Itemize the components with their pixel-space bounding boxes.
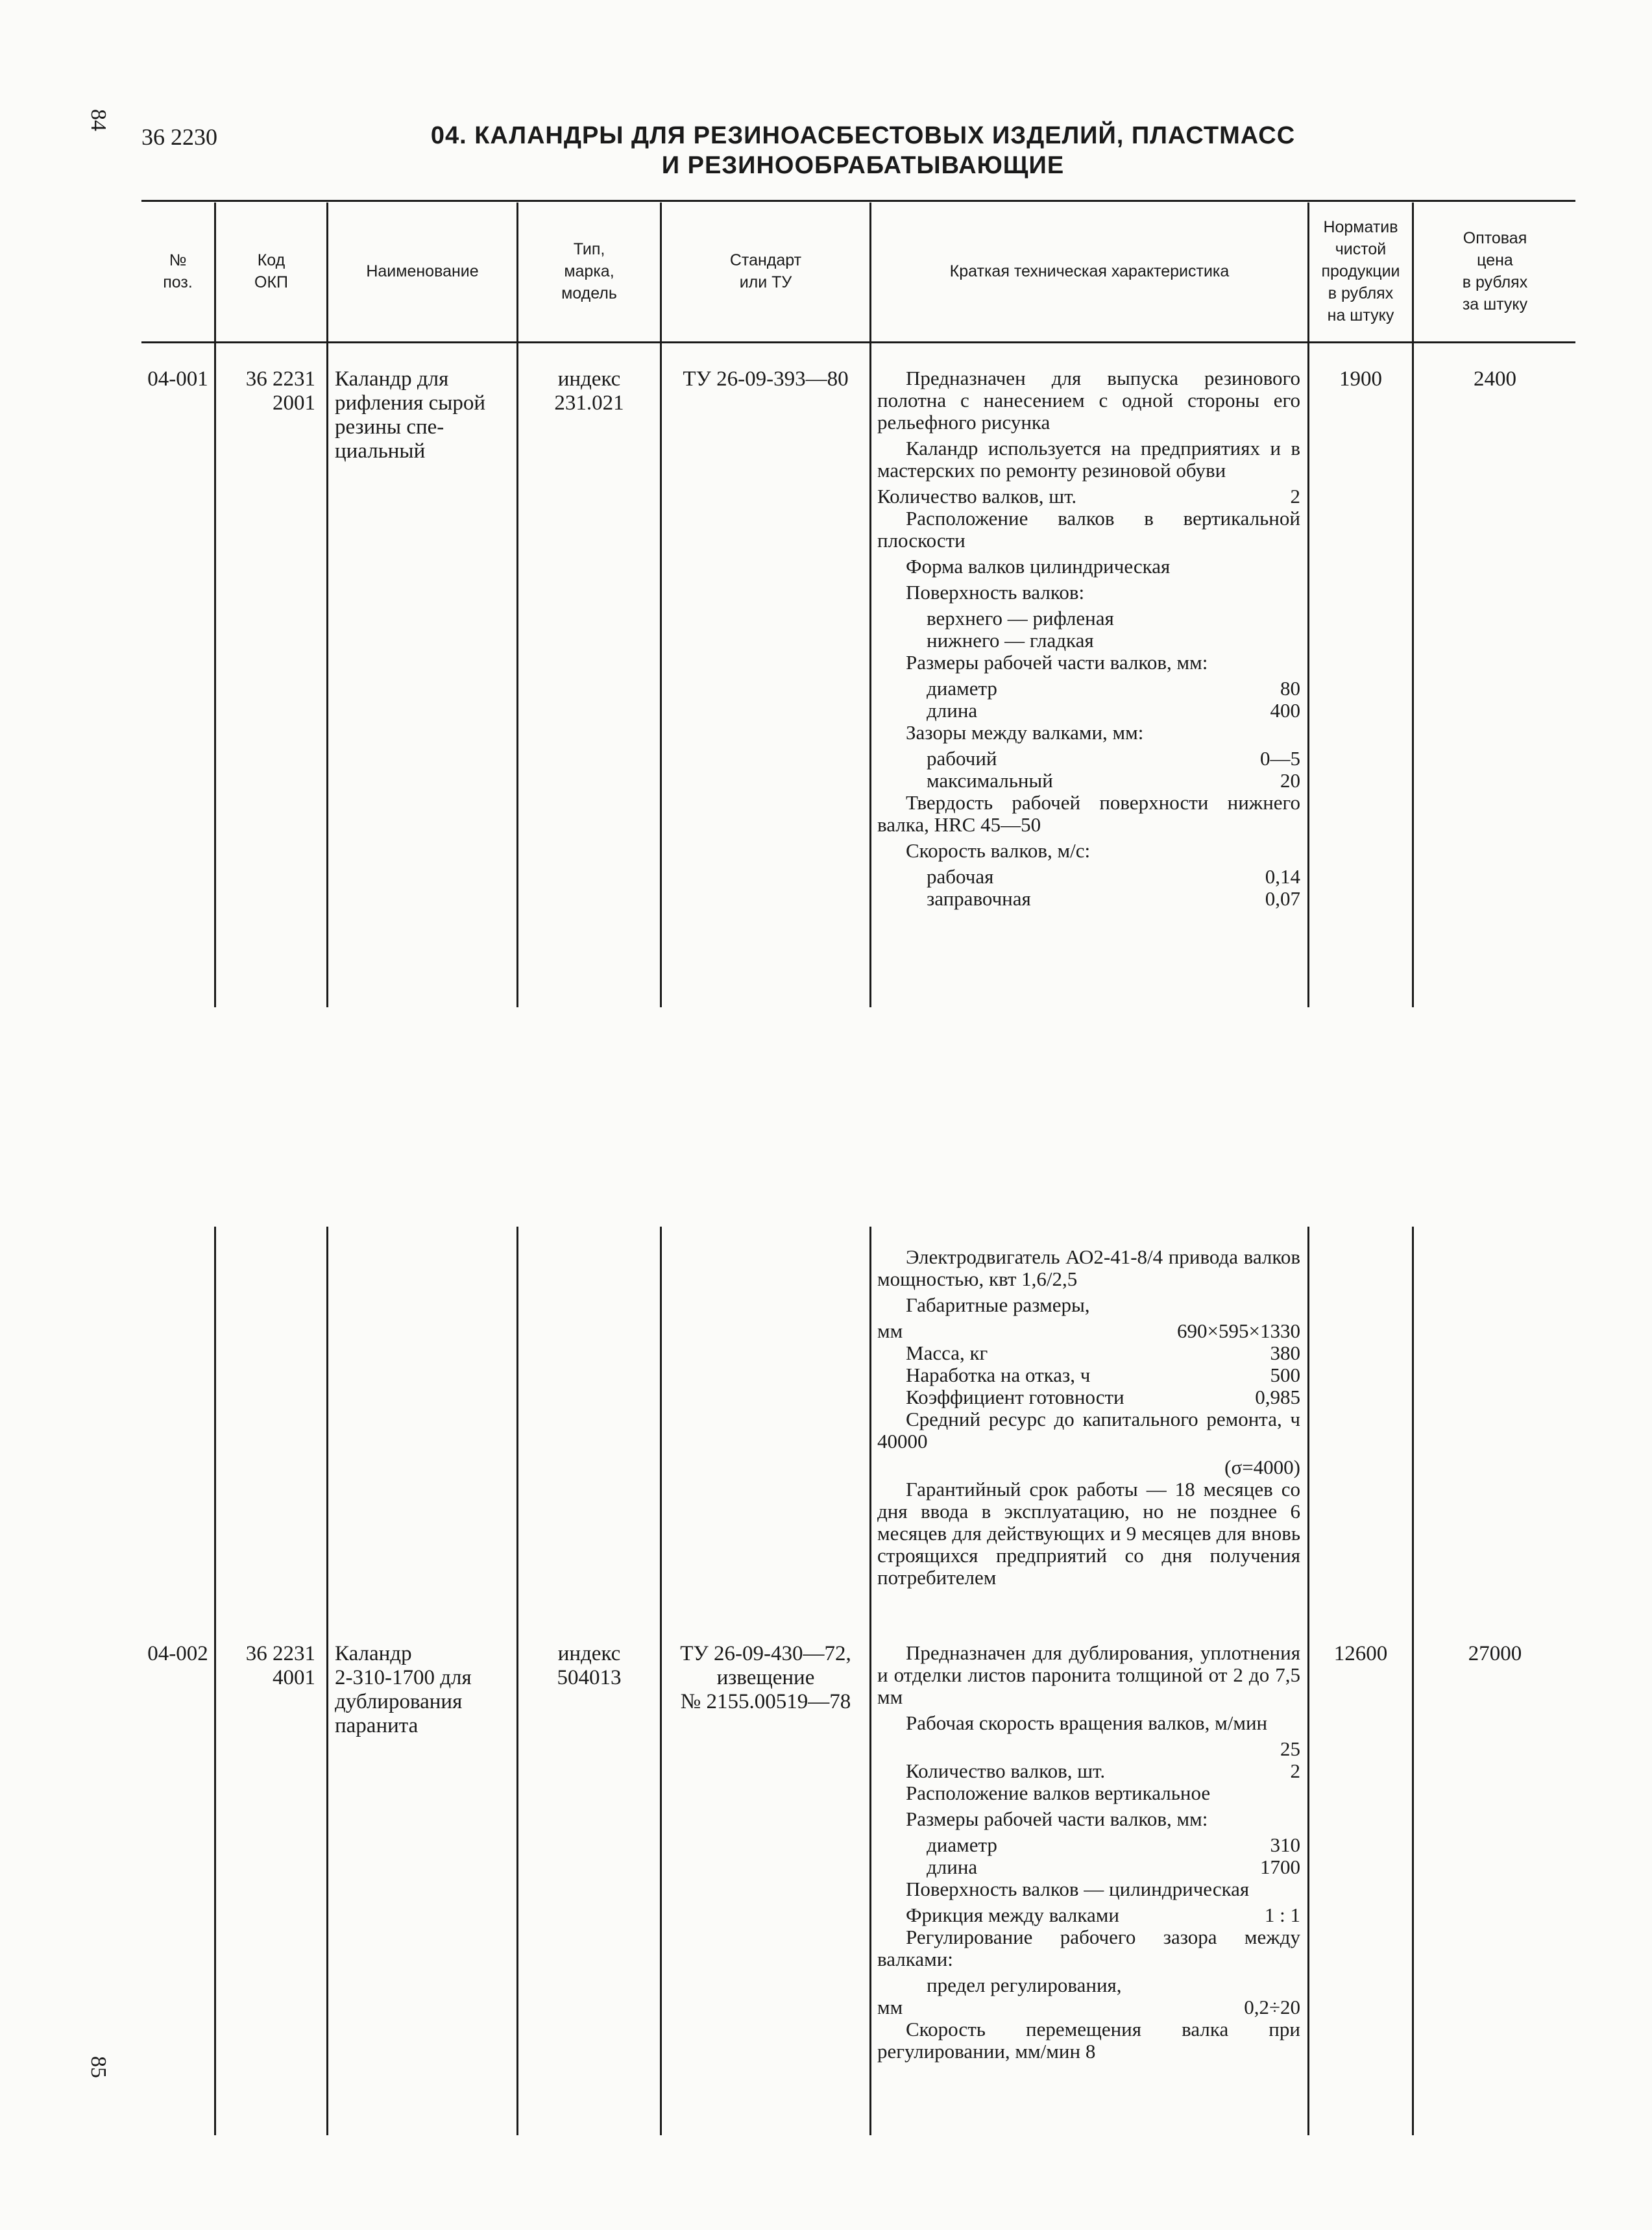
text-line: Наименование — [366, 262, 479, 280]
spec-parameter-label: рабочая — [927, 865, 994, 888]
spec-line: Расположение валков вертикальное — [906, 1782, 1211, 1804]
row2-pos: 04-002 — [147, 1642, 208, 1665]
text-line: 36 2231 — [245, 367, 315, 391]
text-line: 4001 — [273, 1666, 315, 1689]
text-line: в рублях — [1462, 273, 1528, 291]
spec-parameter-label: Количество валков, шт. — [877, 485, 1077, 508]
spec-line: Поверхность валков — цилиндрическая — [906, 1878, 1250, 1900]
spec-line: предел регулирования, — [927, 1974, 1122, 1996]
spec-parameter — [877, 1996, 1300, 2018]
text-line: дублирования — [335, 1690, 463, 1713]
spec-parameter-value: 0,07 — [1265, 887, 1300, 910]
header-spec — [871, 202, 1307, 340]
spec-line: Зазоры между валками, мм: — [906, 721, 1144, 744]
text-line: 2001 — [273, 391, 315, 415]
spec-parameter-label: диаметр — [927, 1833, 997, 1856]
spec-line: Регулирование рабочего зазора между валками: — [877, 1926, 1300, 1970]
spec-parameter — [877, 748, 1300, 770]
spec-line: Предназначен для выпуска резинового полотна с нанесением с одной стороны его рельефного рисунка — [877, 367, 1300, 434]
header-type — [518, 202, 660, 340]
spec-line: Гарантийный срок работы — 18 месяцев со дня ввода в эксплуатацию, но не позднее 6 месяцев для действующих и 9 месяцев для вновь строящихся предприятий со дня получения потребителем — [877, 1478, 1300, 1589]
spec-parameter-label: Коэффициент готовности — [906, 1386, 1124, 1408]
col-divider — [516, 202, 518, 1007]
row1-type — [518, 367, 660, 415]
spec-parameter-label: длина — [927, 699, 978, 722]
text-line: Каландр для — [335, 367, 449, 391]
spec-parameter — [877, 770, 1300, 792]
spec-line: Скорость перемещения валка при регулировании, мм/мин 8 — [877, 2018, 1300, 2063]
text-line: за штуку — [1462, 295, 1528, 313]
text-line: 2-310-1700 для — [335, 1666, 472, 1689]
page-number-bottom: 85 — [86, 2056, 110, 2078]
spec-parameter-value: 0—5 — [1260, 747, 1300, 770]
text-line: паранита — [335, 1714, 419, 1737]
col-divider — [326, 202, 328, 1007]
spec-parameter-value: 310 — [1270, 1833, 1300, 1856]
spec-parameter-label: заправочная — [927, 887, 1031, 910]
spec-parameter — [877, 1342, 1300, 1364]
spec-line: Рабочая скорость вращения валков, м/мин — [906, 1711, 1268, 1734]
spec-parameter-label: Наработка на отказ, ч — [906, 1364, 1091, 1386]
text-line: на штуку — [1327, 306, 1394, 325]
spec-parameter — [877, 1364, 1300, 1386]
spec-parameter — [877, 678, 1300, 700]
spec-parameter-label: Масса, кг — [906, 1342, 988, 1364]
text-line: 231.021 — [554, 391, 624, 415]
spec-line: Размеры рабочей части валков, мм: — [906, 1807, 1208, 1830]
spec-parameter-label: рабочий — [927, 747, 997, 770]
header-standard — [662, 202, 869, 340]
spec-parameter-label: диаметр — [927, 677, 997, 700]
col-divider — [214, 1227, 216, 2135]
spec-line: Поверхность валков: — [906, 581, 1085, 604]
spec-line: Габаритные размеры, — [906, 1293, 1090, 1316]
spec-parameter-value: 0,985 — [1255, 1386, 1300, 1408]
text-line: чистой — [1335, 240, 1387, 258]
text-line: Оптовая — [1463, 229, 1527, 247]
spec-parameter — [877, 866, 1300, 888]
text-line: 504013 — [557, 1666, 622, 1689]
spec-parameter — [877, 700, 1300, 722]
col-divider — [869, 1227, 871, 2135]
spec-line: (σ=4000) — [1224, 1456, 1300, 1478]
row1-price: 2400 — [1474, 367, 1516, 391]
title-line-2: И РЕЗИНООБРАБАТЫВАЮЩИЕ — [661, 152, 1065, 179]
spec-line: Форма валков цилиндрическая — [906, 555, 1171, 578]
title-line-1: 04. КАЛАНДРЫ ДЛЯ РЕЗИНОАСБЕСТОВЫХ ИЗДЕЛИЙ, ПЛАСТМАСС — [430, 122, 1296, 149]
text-line: рифления сырой — [335, 391, 486, 415]
text-line: ТУ 26-09-430—72, — [680, 1642, 851, 1665]
text-line: ОКП — [254, 273, 288, 291]
row2-name — [335, 1642, 514, 1738]
text-line: марка, — [564, 262, 614, 280]
spec-line: Твердость рабочей поверхности нижнего валка, HRC 45—50 — [877, 791, 1300, 836]
header-pos — [141, 202, 214, 340]
spec-parameter-value: 20 — [1280, 769, 1300, 792]
header-name — [328, 202, 516, 340]
header-price — [1414, 202, 1576, 340]
spec-line: Средний ресурс до капитального ремонта, ч 40000 — [877, 1408, 1300, 1452]
text-line: Стандарт — [729, 251, 802, 269]
page-number-top: 84 — [86, 109, 110, 131]
text-line: Норматив — [1323, 218, 1398, 236]
text-line: резины спе- — [335, 415, 444, 439]
row2-standard — [662, 1642, 869, 1714]
spec-parameter-label: мм — [877, 1319, 903, 1342]
spec-line: Предназначен для дублирования, уплотнения и отделки листов паронита толщиной от 2 до 7,5 мм — [877, 1641, 1300, 1708]
row1-pos: 04-001 — [147, 367, 208, 391]
spec-parameter — [877, 1760, 1300, 1782]
spec-parameter — [877, 1386, 1300, 1408]
row2-price: 27000 — [1468, 1642, 1522, 1665]
spec-line: Каландр используется на предприятиях и в мастерских по ремонту резиновой обуви — [877, 437, 1300, 482]
row1-spec — [877, 367, 1300, 910]
spec-line: Скорость валков, м/с: — [906, 839, 1091, 862]
spec-parameter-value: 0,14 — [1265, 865, 1300, 888]
spec-line: верхнего — рифленая — [927, 607, 1114, 630]
spec-parameter-value: 2 — [1290, 485, 1300, 508]
row1-norm: 1900 — [1339, 367, 1382, 391]
text-line: цена — [1477, 251, 1513, 269]
spec-parameter-label: мм — [877, 1996, 903, 2018]
spec-line: 25 — [1280, 1737, 1300, 1760]
spec-parameter-label: Фрикция между валками — [906, 1904, 1119, 1926]
col-divider — [326, 1227, 328, 2135]
spec-parameter-value: 1700 — [1260, 1856, 1300, 1878]
text-line: продукции — [1321, 262, 1400, 280]
row1-name — [335, 367, 514, 463]
spec-parameter-label: Количество валков, шт. — [906, 1759, 1106, 1782]
spec-line: нижнего — гладкая — [927, 629, 1094, 652]
spec-parameter — [877, 1320, 1300, 1342]
table-header-rule — [141, 341, 1575, 343]
text-line: или ТУ — [739, 273, 792, 291]
spec-parameter — [877, 485, 1300, 508]
col-divider — [1412, 1227, 1414, 2135]
spec-parameter-value: 400 — [1270, 699, 1300, 722]
col-divider — [869, 202, 871, 1007]
spec-parameter-value: 500 — [1270, 1364, 1300, 1386]
spec-parameter-value: 2 — [1290, 1759, 1300, 1782]
spec-parameter-label: максимальный — [927, 769, 1053, 792]
col-divider — [660, 202, 662, 1007]
text-line: извещение — [716, 1666, 815, 1689]
text-line: № 2155.00519—78 — [680, 1690, 851, 1713]
spec-parameter-value: 690×595×1330 — [1177, 1319, 1300, 1342]
row2-okp — [218, 1642, 315, 1690]
col-divider — [1412, 202, 1414, 1007]
text-line: поз. — [163, 273, 193, 291]
header-okp — [216, 202, 326, 340]
spec-line: Электродвигатель АО2-41-8/4 привода валков мощностью, квт 1,6/2,5 — [877, 1245, 1300, 1290]
spec-parameter — [877, 1856, 1300, 1878]
text-line: Каландр — [335, 1642, 412, 1665]
spec-line: Размеры рабочей части валков, мм: — [906, 651, 1208, 674]
text-line: в рублях — [1328, 284, 1394, 302]
text-line: Краткая техническая характеристика — [949, 262, 1230, 280]
row1-okp — [218, 367, 315, 415]
col-divider — [1307, 1227, 1309, 2135]
spec-parameter-value: 0,2÷20 — [1244, 1996, 1300, 2018]
spec-line: Расположение валков в вертикальной плоскости — [877, 507, 1300, 552]
text-line: индекс — [557, 367, 621, 391]
spec-parameter-value: 380 — [1270, 1342, 1300, 1364]
text-line: циальный — [335, 439, 426, 463]
text-line: Тип, — [573, 240, 605, 258]
spec-parameter-label: длина — [927, 1856, 978, 1878]
text-line: 36 2231 — [245, 1642, 315, 1665]
row1-standard — [662, 367, 869, 391]
spec-parameter-value: 80 — [1280, 677, 1300, 700]
text-line: Код — [257, 251, 285, 269]
text-line: модель — [561, 284, 617, 302]
page-title — [363, 121, 1363, 180]
spec-parameter — [877, 888, 1300, 910]
table-top-rule — [141, 200, 1575, 202]
text-line: № — [169, 251, 187, 269]
text-line: индекс — [557, 1642, 621, 1665]
row2-norm: 12600 — [1333, 1642, 1388, 1665]
text-line: ТУ 26-09-393—80 — [683, 367, 849, 391]
spec-parameter-value: 1 : 1 — [1264, 1904, 1300, 1926]
row1-spec-continued — [877, 1246, 1300, 1593]
section-code: 36 2230 — [141, 124, 217, 150]
col-divider — [214, 202, 216, 1007]
spec-parameter — [877, 1834, 1300, 1856]
header-norm — [1309, 202, 1412, 340]
row2-spec — [877, 1642, 1300, 2066]
col-divider — [1307, 202, 1309, 1007]
row2-type — [518, 1642, 660, 1690]
spec-parameter — [877, 1904, 1300, 1926]
